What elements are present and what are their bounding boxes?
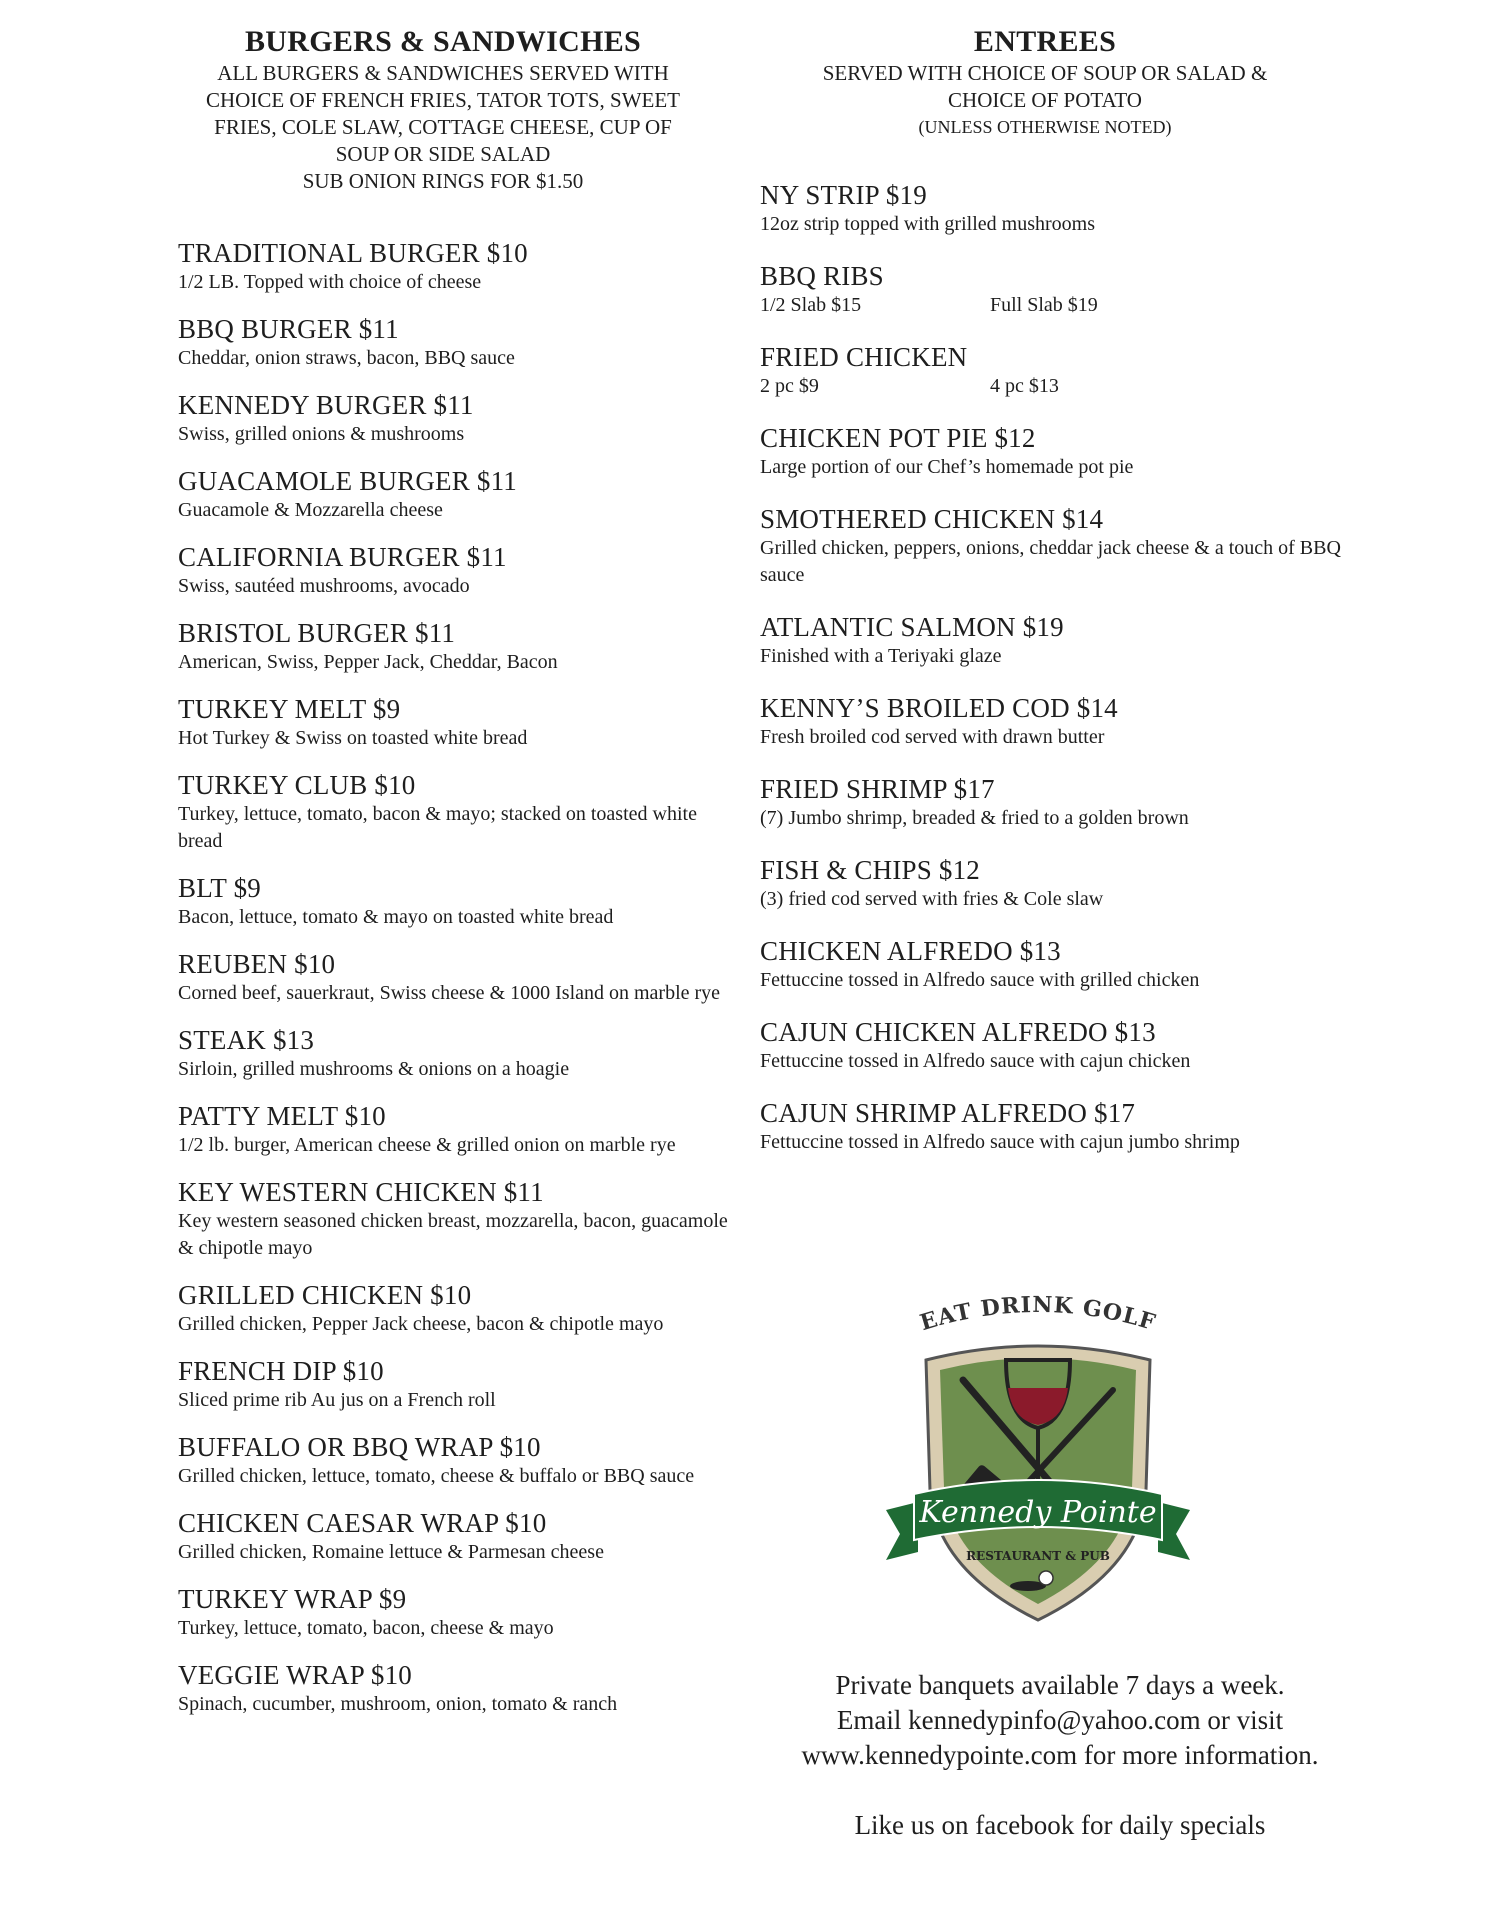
menu-item-name: GRILLED CHICKEN $10 xyxy=(178,1280,472,1310)
menu-item xyxy=(760,854,1360,913)
menu-item-options xyxy=(760,292,1360,319)
menu-item-name: KENNEDY BURGER $11 xyxy=(178,390,474,420)
menu-item xyxy=(178,1431,738,1490)
menu-item xyxy=(178,1507,738,1566)
menu-item xyxy=(760,179,1360,238)
subtitle-line: ALL BURGERS & SANDWICHES SERVED WITH xyxy=(217,61,669,85)
menu-item-description: American, Swiss, Pepper Jack, Cheddar, Bacon xyxy=(178,651,558,673)
menu-item-option: 1/2 Slab $15 xyxy=(760,294,862,316)
menu-item xyxy=(178,1100,738,1159)
subtitle-line: CHOICE OF POTATO xyxy=(948,88,1142,112)
menu-item-description: Turkey, lettuce, tomato, bacon, cheese & mayo xyxy=(178,1617,554,1639)
menu-item-name: TURKEY MELT $9 xyxy=(178,694,401,724)
menu-item-description: 1/2 LB. Topped with choice of cheese xyxy=(178,271,482,293)
entrees-column xyxy=(760,24,1360,1178)
info-line: Private banquets available 7 days a week. xyxy=(835,1670,1285,1700)
menu-item-description: Swiss, grilled onions & mushrooms xyxy=(178,423,465,445)
subtitle-line: SERVED WITH CHOICE OF SOUP OR SALAD & xyxy=(822,61,1268,85)
menu-item xyxy=(178,1176,738,1262)
menu-item-name: TRADITIONAL BURGER $10 xyxy=(178,238,528,268)
menu-item xyxy=(760,773,1360,832)
menu-item xyxy=(178,693,738,752)
subtitle-line: CHOICE OF FRENCH FRIES, TATOR TOTS, SWEET xyxy=(206,88,680,112)
menu-item-name: FISH & CHIPS $12 xyxy=(760,855,981,885)
menu-item-name: PATTY MELT $10 xyxy=(178,1101,386,1131)
burgers-sandwiches-column xyxy=(178,24,738,1735)
menu-item xyxy=(760,422,1360,481)
menu-item-name: ATLANTIC SALMON $19 xyxy=(760,612,1064,642)
menu-item-description: Grilled chicken, Pepper Jack cheese, bacon & chipotle mayo xyxy=(178,1313,664,1335)
logo-arc-text xyxy=(917,1292,1159,1336)
menu-item xyxy=(760,503,1360,589)
menu-item xyxy=(760,935,1360,994)
menu-item xyxy=(178,1355,738,1414)
subtitle-line: SUB ONION RINGS FOR $1.50 xyxy=(302,169,584,193)
menu-item-name: REUBEN $10 xyxy=(178,949,336,979)
logo-arc-text-path: EAT DRINK GOLF xyxy=(917,1291,1159,1337)
menu-item-name: VEGGIE WRAP $10 xyxy=(178,1660,412,1690)
menu-item xyxy=(760,611,1360,670)
menu-item-description: Hot Turkey & Swiss on toasted white bread xyxy=(178,727,528,749)
menu-item-option: 4 pc $13 xyxy=(990,375,1059,397)
menu-item xyxy=(178,313,738,372)
menu-item-name: TURKEY WRAP $9 xyxy=(178,1584,407,1614)
menu-item-description: Fettuccine tossed in Alfredo sauce with cajun chicken xyxy=(760,1050,1191,1072)
menu-item-name: BRISTOL BURGER $11 xyxy=(178,618,456,648)
menu-item xyxy=(760,341,1360,400)
menu-item xyxy=(178,1583,738,1642)
menu-item-name: FRENCH DIP $10 xyxy=(178,1356,384,1386)
menu-item-description: Cheddar, onion straws, bacon, BBQ sauce xyxy=(178,347,515,369)
section-subtitle xyxy=(148,60,738,195)
menu-item-name: CAJUN SHRIMP ALFREDO $17 xyxy=(760,1098,1136,1128)
menu-item-description: 1/2 lb. burger, American cheese & grilled onion on marble rye xyxy=(178,1134,676,1156)
menu-item-name: CHICKEN ALFREDO $13 xyxy=(760,936,1061,966)
facebook-note: Like us on facebook for daily specials xyxy=(854,1810,1266,1840)
menu-item-description: Swiss, sautéed mushrooms, avocado xyxy=(178,575,470,597)
info-line: www.kennedypointe.com for more information. xyxy=(801,1740,1319,1770)
menu-item-description: Grilled chicken, peppers, onions, cheddar jack cheese & a touch of BBQ sauce xyxy=(760,537,1341,586)
menu-item-name: KEY WESTERN CHICKEN $11 xyxy=(178,1177,544,1207)
menu-item xyxy=(178,1279,738,1338)
menu-item-description: Spinach, cucumber, mushroom, onion, tomato & ranch xyxy=(178,1693,618,1715)
menu-item xyxy=(178,389,738,448)
menu-item-name: BLT $9 xyxy=(178,873,261,903)
menu-item xyxy=(178,948,738,1007)
menu-item-name: BUFFALO OR BBQ WRAP $10 xyxy=(178,1432,541,1462)
menu-item-list xyxy=(178,237,738,1718)
menu-item xyxy=(178,769,738,855)
menu-item-name: CHICKEN CAESAR WRAP $10 xyxy=(178,1508,547,1538)
subtitle-line: FRIES, COLE SLAW, COTTAGE CHEESE, CUP OF xyxy=(214,115,672,139)
menu-item xyxy=(178,541,738,600)
subtitle-line: SOUP OR SIDE SALAD xyxy=(335,142,551,166)
menu-item-name: BBQ BURGER $11 xyxy=(178,314,399,344)
section-title: BURGERS & SANDWICHES xyxy=(244,25,642,58)
menu-item xyxy=(178,617,738,676)
menu-item-name: FRIED SHRIMP $17 xyxy=(760,774,995,804)
menu-item-option: 2 pc $9 xyxy=(760,375,819,397)
menu-item xyxy=(178,237,738,296)
menu-item-description: Finished with a Teriyaki glaze xyxy=(760,645,1002,667)
menu-item-description: (3) fried cod served with fries & Cole slaw xyxy=(760,888,1104,910)
menu-item-name: CHICKEN POT PIE $12 xyxy=(760,423,1036,453)
menu-item-name: KENNY’S BROILED COD $14 xyxy=(760,693,1118,723)
menu-item-name: NY STRIP $19 xyxy=(760,180,927,210)
menu-item xyxy=(760,692,1360,751)
menu-item-description: Grilled chicken, lettuce, tomato, cheese & buffalo or BBQ sauce xyxy=(178,1465,695,1487)
menu-item-description: Fettuccine tossed in Alfredo sauce with cajun jumbo shrimp xyxy=(760,1131,1240,1153)
menu-item-description: 12oz strip topped with grilled mushrooms xyxy=(760,213,1095,235)
menu-item xyxy=(178,872,738,931)
menu-item-description: Key western seasoned chicken breast, mozzarella, bacon, guacamole & chipotle mayo xyxy=(178,1210,728,1259)
menu-item-description: (7) Jumbo shrimp, breaded & fried to a golden brown xyxy=(760,807,1189,829)
menu-item-name: SMOTHERED CHICKEN $14 xyxy=(760,504,1104,534)
menu-item-description: Sliced prime rib Au jus on a French roll xyxy=(178,1389,496,1411)
menu-item-description: Grilled chicken, Romaine lettuce & Parmesan cheese xyxy=(178,1541,604,1563)
menu-item-description: Turkey, lettuce, tomato, bacon & mayo; stacked on toasted white bread xyxy=(178,803,697,852)
menu-item-name: GUACAMOLE BURGER $11 xyxy=(178,466,518,496)
subtitle-note: (UNLESS OTHERWISE NOTED) xyxy=(918,117,1172,137)
menu-item-options xyxy=(760,373,1360,400)
section-title: ENTREES xyxy=(973,25,1117,58)
logo-sub-text: RESTAURANT & PUB xyxy=(966,1549,1110,1563)
menu-item-name: FRIED CHICKEN xyxy=(760,342,968,372)
kennedy-pointe-logo xyxy=(878,1270,1198,1630)
menu-item xyxy=(760,1016,1360,1075)
menu-item-description: Sirloin, grilled mushrooms & onions on a hoagie xyxy=(178,1058,570,1080)
menu-item-description: Fettuccine tossed in Alfredo sauce with grilled chicken xyxy=(760,969,1200,991)
info-line: Email kennedypinfo@yahoo.com or visit xyxy=(836,1705,1284,1735)
menu-item-name: CALIFORNIA BURGER $11 xyxy=(178,542,507,572)
section-subtitle xyxy=(730,60,1360,141)
menu-item xyxy=(760,260,1360,319)
menu-item xyxy=(178,465,738,524)
menu-item-description: Guacamole & Mozzarella cheese xyxy=(178,499,443,521)
menu-item-description: Large portion of our Chef’s homemade pot pie xyxy=(760,456,1134,478)
menu-item xyxy=(178,1024,738,1083)
menu-item xyxy=(760,1097,1360,1156)
menu-item-name: STEAK $13 xyxy=(178,1025,315,1055)
menu-item-description: Corned beef, sauerkraut, Swiss cheese & 1000 Island on marble rye xyxy=(178,982,721,1004)
menu-item-name: BBQ RIBS xyxy=(760,261,884,291)
menu-item-name: CAJUN CHICKEN ALFREDO $13 xyxy=(760,1017,1156,1047)
menu-item-description: Fresh broiled cod served with drawn butter xyxy=(760,726,1105,748)
info-block xyxy=(760,1668,1360,1843)
menu-item-name: TURKEY CLUB $10 xyxy=(178,770,416,800)
menu-item-option: Full Slab $19 xyxy=(990,294,1098,316)
logo-banner-text: Kennedy Pointe xyxy=(919,1495,1157,1530)
menu-item-list xyxy=(760,179,1360,1156)
menu-item-description: Bacon, lettuce, tomato & mayo on toasted white bread xyxy=(178,906,614,928)
menu-item xyxy=(178,1659,738,1718)
